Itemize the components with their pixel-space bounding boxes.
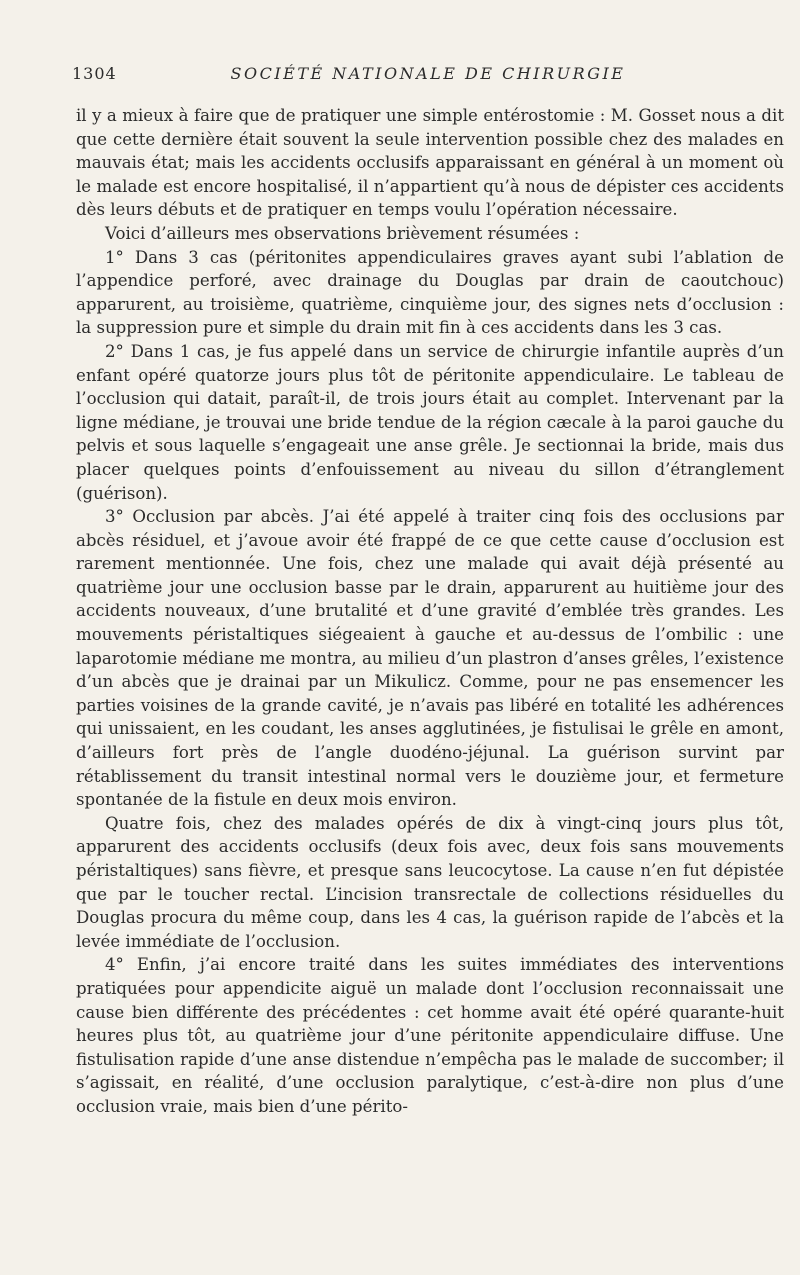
page-number: 1304 bbox=[72, 64, 117, 83]
running-title: SOCIÉTÉ NATIONALE DE CHIRURGIE bbox=[230, 64, 626, 83]
paragraph-case-3: 3° Occlusion par abcès. J’ai été appelé à traiter cinq fois des occlusions par abcès résiduel, et j’avoue avoir été frappé de ce que cette cause d’occlusion est rarement mentionnée. Une fois, chez une malade qui avait déjà présenté au quatrième jour une occlusion basse par le drain, apparurent au huitième jour des accidents nouveaux, d’une brutalité et d’une gravité d’emblée très grandes. Les mouvements péristaltiques siégeaient à gauche et au-dessus de l’ombilic : une laparotomie médiane me montra, au milieu d’un plastron d’anses grêles, l’existence d’un abcès que je drainai par un Mikulicz. Comme, pour ne pas ensemencer les parties voisines de la grande cavité, je n’avais pas libéré en totalité les adhérences qui unissaient, en les coudant, les anses agglutinées, je fistulisai le grêle en amont, d’ailleurs fort près de l’angle duodéno-jéjunal. La guérison survint par rétablissement du transit intestinal normal vers le douzième jour, et fermeture spontanée de la fistule en deux mois environ. bbox=[76, 507, 784, 810]
body-text bbox=[76, 104, 784, 1119]
paragraph-case-4: 4° Enfin, j’ai encore traité dans les suites immédiates des interventions pratiquées pour appendicite aiguë un malade dont l’occlusion reconnaissait une cause bien différente des précédentes : cet homme avait été opéré quarante-huit heures plus tôt, au quatrième jour d’une péritonite appendiculaire diffuse. Une fistulisation rapide d’une anse distendue n’empêcha pas le malade de succomber; il s’agissait, en réalité, d’une occlusion paralytique, c’est-à-dire non plus d’une occlusion vraie, mais bien d’une périto- bbox=[76, 955, 784, 1116]
paragraph-observations-intro: Voici d’ailleurs mes observations brièvement résumées : bbox=[105, 223, 580, 243]
paragraph-case-1: 1° Dans 3 cas (péritonites appendiculaires graves ayant subi l’ablation de l’appendice perforé, avec drainage du Douglas par drain de caoutchouc) apparurent, au troisième, quatrième, cinquième jour, des signes nets d’occlusion : la suppression pure et simple du drain mit fin à ces accidents dans les 3 cas. bbox=[76, 247, 784, 338]
paragraph-continuation: il y a mieux à faire que de pratiquer une simple entérostomie : M. Gosset nous a dit que cette dernière était souvent la seule intervention possible chez des malades en mauvais état; mais les accidents occlusifs apparaissant en général à un moment où le malade est encore hospitalisé, il n’appartient qu’à nous de dépister ces accidents dès leurs débuts et de pratiquer en temps voulu l’opération nécessaire. bbox=[76, 106, 784, 220]
paragraph-case-2: 2° Dans 1 cas, je fus appelé dans un service de chirurgie infantile auprès d’un enfant opéré quatorze jours plus tôt de péritonite appendiculaire. Le tableau de l’occlusion qui datait, paraît-il, de trois jours était au complet. Intervenant par la ligne médiane, je trouvai une bride tendue de la région cæcale à la paroi gauche du pelvis et sous laquelle s’engageait une anse grêle. Je sectionnai la bride, mais dus placer quelques points d’enfouissement au niveau du sillon d’étranglement (guérison). bbox=[76, 341, 784, 503]
paragraph-case-3-continued: Quatre fois, chez des malades opérés de dix à vingt-cinq jours plus tôt, apparurent des accidents occlusifs (deux fois avec, deux fois sans mouvements péristaltiques) sans fièvre, et presque sans leucocytose. La cause n’en fut dépistée que par le toucher rectal. L’incision transrectale de collections résiduelles du Douglas procura du même coup, dans les 4 cas, la guérison rapide de l’abcès et la levée immédiate de l’occlusion. bbox=[76, 813, 784, 951]
page-header bbox=[72, 64, 784, 88]
